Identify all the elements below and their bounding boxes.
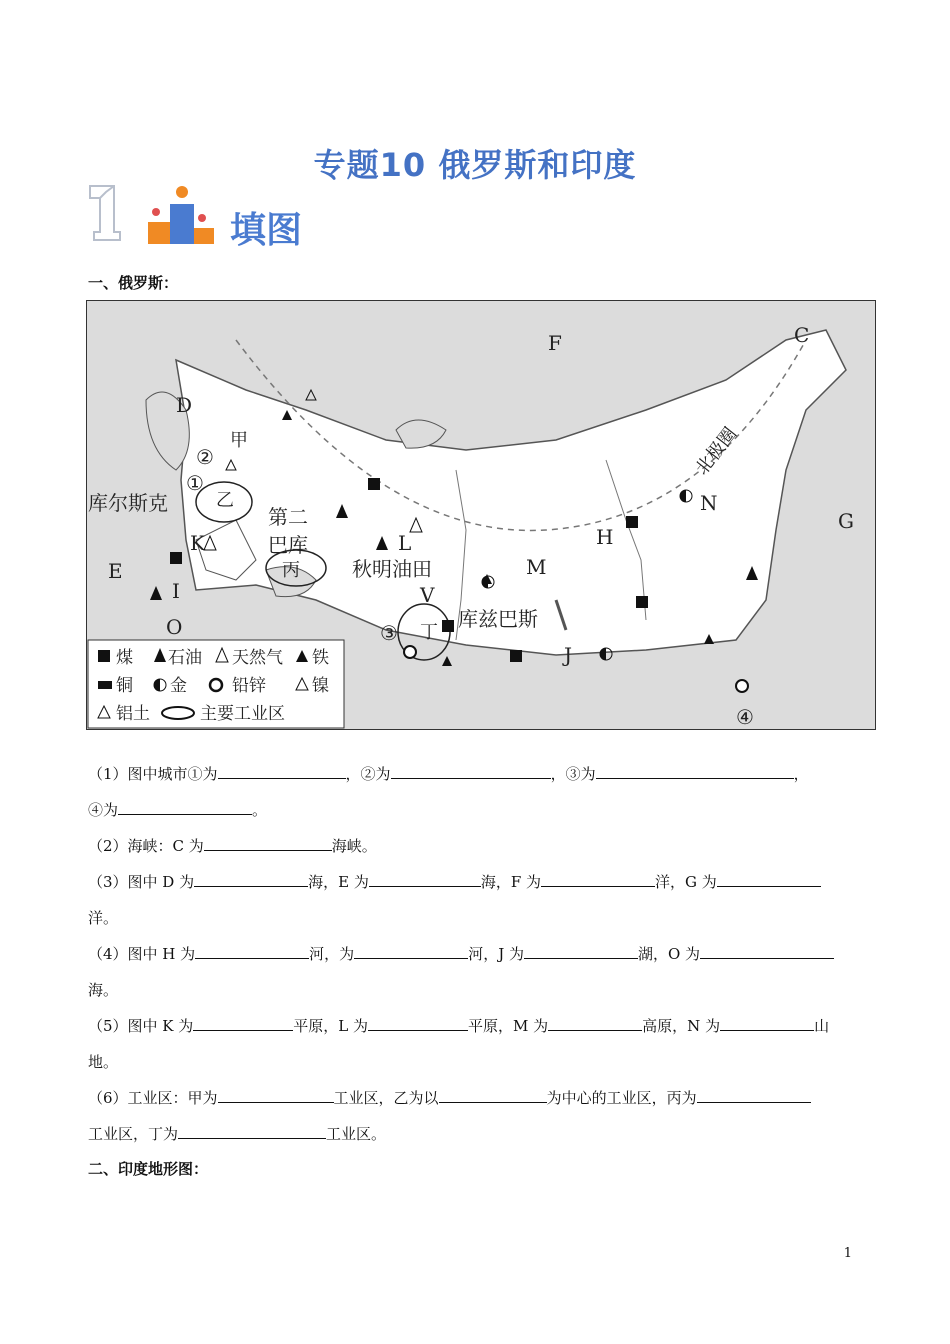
q6-blank-3[interactable] (697, 1088, 811, 1103)
q4-text-b: 河，为 (309, 945, 355, 963)
q1-text-e: ④为 (88, 801, 119, 819)
q3-blank-3[interactable] (541, 872, 655, 887)
q3-text-c: 海，F 为 (480, 873, 542, 891)
legend-bauxite: 铝土 (116, 704, 150, 724)
q6-blank-2[interactable] (439, 1088, 547, 1103)
russia-map (86, 300, 876, 730)
label-qiuming: 秋明油田 (352, 557, 432, 581)
question-1-line2 (88, 800, 267, 820)
legend-iron: 铁 (312, 648, 329, 668)
q1-text-c: ，③为 (550, 765, 596, 783)
question-6-line1 (88, 1088, 811, 1108)
q5-text-d: 高原，N 为 (642, 1017, 721, 1035)
label-arctic-circle: 北极圈 (691, 423, 742, 480)
q1-prefix: （1）图中城市①为 (88, 765, 218, 783)
q5-blank-3[interactable] (548, 1016, 642, 1031)
q3-blank-4[interactable] (717, 872, 821, 887)
label-E: E (108, 559, 123, 583)
coal-symbol (170, 552, 182, 564)
q5-text-c: 平原，M 为 (468, 1017, 549, 1035)
legend-copper-icon (98, 681, 112, 689)
coal-symbol (626, 516, 638, 528)
q4-blank-3[interactable] (524, 944, 638, 959)
q4-text-e: 海。 (88, 981, 119, 999)
label-K: K (190, 531, 205, 555)
label-G: G (838, 509, 854, 533)
q6-text-e: 工业区。 (326, 1125, 387, 1143)
label-yi: 乙 (216, 490, 234, 511)
label-L: L (398, 531, 412, 555)
label-circle-4: ④ (736, 705, 754, 729)
label-circle-3: ③ (380, 621, 398, 645)
legend-industrial: 主要工业区 (200, 704, 285, 724)
label-V: V (420, 583, 435, 607)
label-ding: 丁 (420, 622, 438, 643)
q5-blank-2[interactable] (368, 1016, 468, 1031)
page-title: 专题10 俄罗斯和印度 (313, 146, 637, 184)
q2-prefix: （2）海峡：C 为 (88, 837, 204, 855)
question-1-line1 (88, 764, 809, 784)
q6-prefix: （6）工业区：甲为 (88, 1089, 218, 1107)
label-M: M (526, 555, 547, 579)
q3-blank-2[interactable] (369, 872, 481, 887)
question-4-line2 (88, 980, 118, 1000)
question-6-line2 (88, 1124, 386, 1144)
label-baku-line1: 第二 (268, 505, 308, 529)
label-H: H (596, 525, 614, 549)
trophy-podium-icon (148, 186, 214, 244)
legend-coal: 煤 (116, 648, 133, 668)
question-5-line2 (88, 1052, 118, 1072)
q2-blank-1[interactable] (204, 836, 332, 851)
q4-prefix: （4）图中 H 为 (88, 945, 196, 963)
legend-gas: 天然气 (232, 648, 283, 668)
label-bing: 丙 (282, 560, 300, 581)
q1-blank-4[interactable] (118, 800, 252, 815)
section-russia: 一、俄罗斯： (88, 274, 179, 292)
map-legend (88, 640, 344, 728)
q4-text-c: 河，J 为 (468, 945, 524, 963)
label-I: I (172, 579, 180, 603)
coal-symbol (510, 650, 522, 662)
q6-blank-4[interactable] (178, 1124, 326, 1139)
question-5-line1 (88, 1016, 829, 1036)
number-one-icon (90, 186, 120, 240)
label-kuzbas: 库兹巴斯 (458, 607, 538, 631)
q1-text-b: ，②为 (345, 765, 391, 783)
q3-text-b: 海，E 为 (308, 873, 369, 891)
banner-logo (86, 182, 346, 246)
label-baku-line2: 巴库 (268, 533, 308, 557)
legend-nickel: 镍 (312, 676, 329, 696)
q3-prefix: （3）图中 D 为 (88, 873, 195, 891)
q4-blank-4[interactable] (700, 944, 834, 959)
q3-blank-1[interactable] (194, 872, 308, 887)
legend-copper: 铜 (116, 676, 133, 696)
q2-suffix: 海峡。 (331, 837, 377, 855)
leadzinc-symbol (736, 680, 748, 692)
coal-symbol (368, 478, 380, 490)
coal-symbol (442, 620, 454, 632)
q6-text-d: 工业区，丁为 (88, 1125, 179, 1143)
label-D: D (176, 393, 193, 417)
legend-leadzinc-icon (210, 679, 222, 691)
legend-gold: 金 (170, 676, 187, 696)
label-jia: 甲 (230, 430, 248, 451)
q6-text-c: 为中心的工业区，丙为 (546, 1089, 697, 1107)
label-circle-2: ② (196, 445, 214, 469)
q3-text-e: 洋。 (88, 909, 119, 927)
legend-coal-icon (98, 650, 110, 662)
section-india: 二、印度地形图： (88, 1160, 209, 1178)
q4-text-d: 湖，O 为 (637, 945, 701, 963)
q5-blank-1[interactable] (193, 1016, 293, 1031)
question-4-line1 (88, 944, 834, 964)
q6-text-b: 工业区，乙为以 (333, 1089, 439, 1107)
legend-oil: 石油 (168, 648, 202, 668)
label-F: F (548, 331, 562, 355)
page-number: 1 (843, 1246, 852, 1261)
question-2 (88, 836, 377, 856)
q1-text-f: 。 (252, 801, 268, 819)
q5-prefix: （5）图中 K 为 (88, 1017, 194, 1035)
q6-blank-1[interactable] (218, 1088, 334, 1103)
banner-label: 填图 (230, 210, 303, 251)
q1-text-d: ， (793, 765, 809, 783)
q1-blank-3[interactable] (596, 764, 794, 779)
q5-text-b: 平原，L 为 (293, 1017, 369, 1035)
label-J: J (564, 643, 573, 667)
label-circle-1: ① (186, 471, 204, 495)
label-kursk: 库尔斯克 (88, 491, 168, 515)
q3-text-d: 洋，G 为 (655, 873, 717, 891)
question-3-line1 (88, 872, 821, 892)
q4-blank-1[interactable] (195, 944, 309, 959)
question-3-line2 (88, 908, 118, 928)
label-N: N (700, 491, 718, 515)
q1-blank-1[interactable] (218, 764, 346, 779)
legend-leadzinc: 铅锌 (232, 676, 266, 696)
label-C: C (794, 323, 810, 347)
q1-blank-2[interactable] (391, 764, 551, 779)
q5-text-f: 地。 (88, 1053, 119, 1071)
label-O: O (166, 615, 183, 639)
q5-text-e: 山 (814, 1017, 830, 1035)
leadzinc-symbol (404, 646, 416, 658)
q5-blank-4[interactable] (720, 1016, 814, 1031)
q4-blank-2[interactable] (354, 944, 468, 959)
coal-symbol (636, 596, 648, 608)
